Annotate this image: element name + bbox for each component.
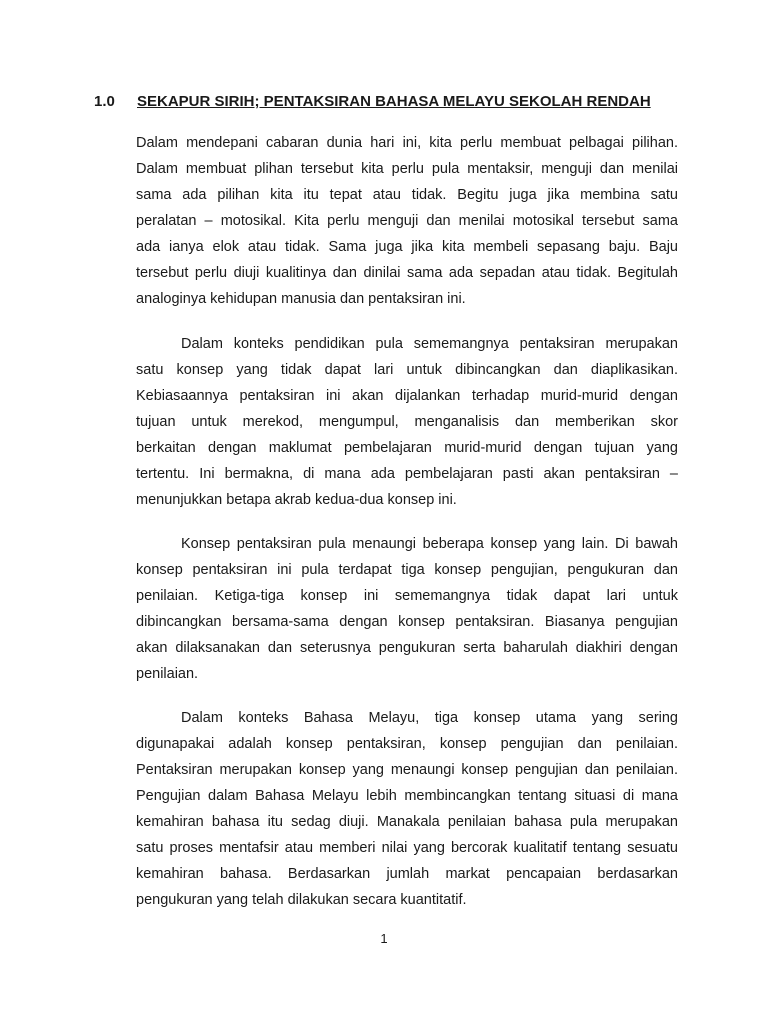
paragraph-line: Dalam konteks Bahasa Melayu, tiga konsep utama yang sering <box>181 710 678 726</box>
paragraph-line: satu konsep yang tidak dapat lari untuk dibincangkan dan diaplikasikan. <box>136 362 678 378</box>
paragraph-line: tujuan untuk merekod, mengumpul, menganalisis dan memberikan skor <box>136 414 678 430</box>
paragraph-line: Dalam membuat plihan tersebut kita perlu pula mentaksir, menguji dan menilai <box>136 161 678 177</box>
page-number: 1 <box>380 931 388 946</box>
paragraph-line: konsep pentaksiran ini pula terdapat tiga konsep pengujian, pengukuran dan <box>136 562 678 578</box>
paragraph-line: tersebut perlu diuji kualitinya dan dinilai sama ada sepadan atau tidak. Begitulah <box>136 265 678 281</box>
paragraph-line: ada ianya elok atau tidak. Sama juga jika kita membeli sepasang baju. Baju <box>136 239 678 255</box>
paragraph-line: menunjukkan betapa akrab kedua-dua konsep ini. <box>136 492 457 508</box>
paragraph-line: satu proses mentafsir atau memberi nilai yang bercorak kualitatif tentang sesuatu <box>136 840 678 856</box>
paragraph-line: Pentaksiran merupakan konsep yang menaungi konsep pengujian dan penilaian. <box>136 762 678 778</box>
paragraph-line: berkaitan dengan maklumat pembelajaran murid-murid dengan tujuan yang <box>136 440 678 456</box>
paragraph-line: analoginya kehidupan manusia dan pentaksiran ini. <box>136 291 466 307</box>
paragraph-line: Pengujian dalam Bahasa Melayu lebih membincangkan tentang situasi di mana <box>136 788 678 804</box>
paragraph-line: pengukuran yang telah dilakukan secara kuantitatif. <box>136 892 467 908</box>
section-heading <box>94 92 651 112</box>
paragraph-line: akan dilaksanakan dan seterusnya pengukuran serta baharulah diakhiri dengan <box>136 640 678 656</box>
paragraph-line: sama ada pilihan kita itu tepat atau tidak. Begitu juga jika membina satu <box>136 187 678 203</box>
paragraph-line: Dalam mendepani cabaran dunia hari ini, kita perlu membuat pelbagai pilihan. <box>136 135 678 151</box>
paragraph-line: Kebiasaannya pentaksiran ini akan dijalankan terhadap murid-murid dengan <box>136 388 678 404</box>
section-number: 1.0 <box>94 93 115 110</box>
paragraph-line: Konsep pentaksiran pula menaungi beberapa konsep yang lain. Di bawah <box>181 536 678 552</box>
paragraph-line: penilaian. Ketiga-tiga konsep ini sememangnya tidak dapat lari untuk <box>136 588 678 604</box>
paragraph-line: peralatan – motosikal. Kita perlu menguji dan menilai motosikal tersebut sama <box>136 213 678 229</box>
paragraph-line: kemahiran bahasa. Berdasarkan jumlah markat pencapaian berdasarkan <box>136 866 678 882</box>
paragraph-line: dibincangkan bersama-sama dengan konsep pentaksiran. Biasanya pengujian <box>136 614 678 630</box>
paragraph-line: kemahiran bahasa itu sedag diuji. Manakala penilaian bahasa pula merupakan <box>136 814 678 830</box>
paragraph-line: digunapakai adalah konsep pentaksiran, konsep pengujian dan penilaian. <box>136 736 678 752</box>
section-title: SEKAPUR SIRIH; PENTAKSIRAN BAHASA MELAYU SEKOLAH RENDAH <box>137 93 651 110</box>
paragraph-line: Dalam konteks pendidikan pula sememangnya pentaksiran merupakan <box>181 336 678 352</box>
paragraph-line: penilaian. <box>136 666 199 682</box>
paragraph-line: tertentu. Ini bermakna, di mana ada pembelajaran pasti akan pentaksiran – <box>136 466 678 482</box>
